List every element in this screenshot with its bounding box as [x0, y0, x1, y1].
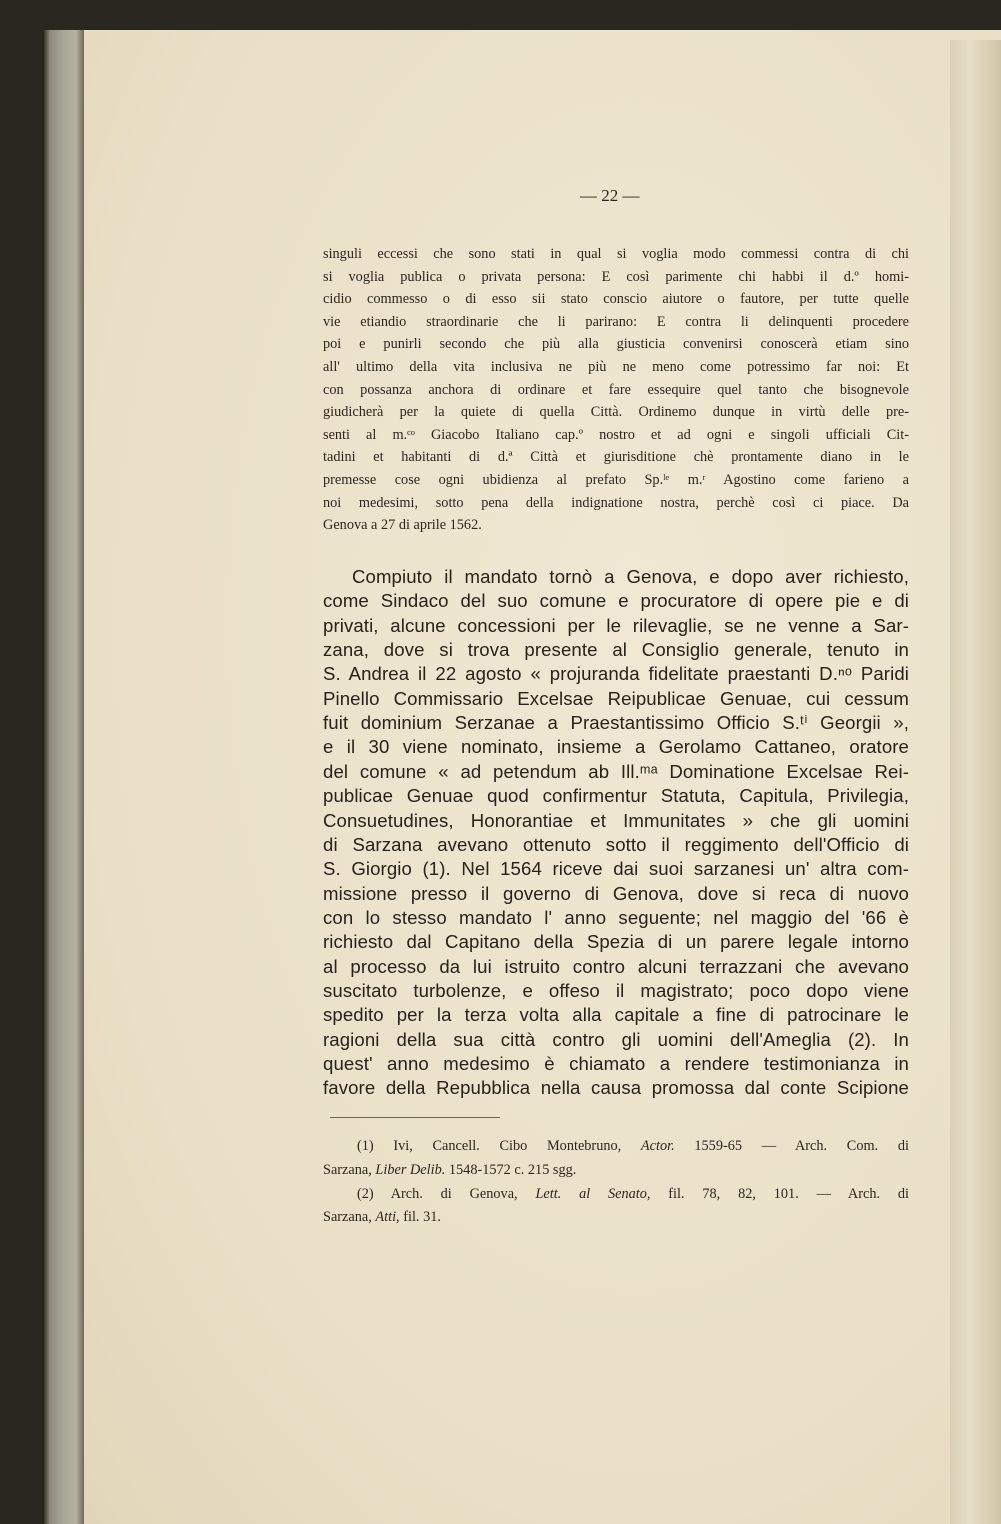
- footnote-citation-italic: Atti,: [375, 1209, 400, 1225]
- footnote-text: 1559-65 — Arch. Com. di: [674, 1138, 909, 1154]
- footnote-line: [323, 1209, 909, 1226]
- body-line: Pinello Commissario Excelsae Reipublicae Genuae, cui cessum: [323, 687, 909, 709]
- body-line: quest' anno medesimo è chiamato a rendere testimonianza in: [323, 1053, 909, 1074]
- body-line: Compiuto il mandato tornò a Genova, e dopo aver richiesto,: [352, 566, 909, 587]
- footnote-citation-italic: Lett. al Senato,: [535, 1186, 651, 1202]
- body-line: Consuetudines, Honorantiae et Immunitates » che gli uomini: [323, 809, 909, 831]
- quote-line: con possanza anchora di ordinare et fare essequire quel tanto che bisognevole: [323, 381, 909, 398]
- footnote-text: fil. 78, 82, 101. — Arch. di: [650, 1186, 909, 1202]
- facing-page-edge: [950, 40, 1001, 1524]
- quote-line: vie etiandio straordinarie che li parirano: E contra li delinquenti procedere: [323, 313, 909, 330]
- quote-line: senti al m.ᶜᵒ Giacobo Italiano cap.º nostro et ad ogni e singoli ufficiali Cit-: [323, 426, 909, 443]
- body-line: di Sarzana avevano ottenuto sotto il reggimento dell'Officio di: [323, 833, 909, 855]
- footnote-text: Sarzana,: [323, 1162, 376, 1178]
- footnote-citation-italic: Liber Delib.: [375, 1162, 446, 1178]
- quote-line: poi e punirli secondo che più alla giusticia convenirsi conoscerà etiam sino: [323, 336, 909, 353]
- footnote-text: fil. 31.: [399, 1209, 441, 1225]
- footnote-text: Sarzana,: [323, 1209, 376, 1225]
- body-line: ragioni della sua città contro gli uomini dell'Ameglia (2). In: [323, 1028, 909, 1050]
- quote-line: tadini et habitanti di d.ª Città et giurisditione chè prontamente diano in le: [323, 449, 909, 466]
- body-line: come Sindaco del suo comune e procuratore di opere pie e di: [323, 590, 909, 612]
- quote-line: Genova a 27 di aprile 1562.: [323, 517, 482, 534]
- body-line: zana, dove si trova presente al Consiglio generale, tenuto in: [323, 639, 909, 661]
- body-line: fuit dominium Serzanae a Praestantissimo Officio S.ᵗⁱ Georgii »,: [323, 712, 909, 734]
- quote-line: all' ultimo della vita inclusiva ne più ne meno come potressimo far noi: Et: [323, 359, 909, 375]
- body-line: publicae Genuae quod confirmentur Statuta, Capitula, Privilegia,: [323, 785, 909, 807]
- quote-line: singuli eccessi che sono stati in qual si voglia modo commessi contra di chi: [323, 246, 909, 262]
- quote-line: cidio commesso o di esso sii stato conscio aiutore o fautore, per tutte quelle: [323, 291, 909, 308]
- book-binding-edge: [44, 30, 84, 1524]
- body-line: spedito per la terza volta alla capitale a fine di patrocinare le: [323, 1004, 909, 1026]
- body-line: suscitato turbolenze, e offeso il magistrato; poco dopo viene: [323, 979, 909, 1001]
- body-line: missione presso il governo di Genova, dove si reca di nuovo: [323, 882, 909, 904]
- body-line: del comune « ad petendum ab Ill.ᵐᵃ Dominatione Excelsae Rei-: [323, 760, 909, 782]
- footnote-line: [357, 1186, 909, 1203]
- quote-line: noi medesimi, sotto pena della indignatione nostra, perchè così ci piace. Da: [323, 494, 909, 511]
- body-line: al processo da lui istruito contro alcuni terrazzani che avevano: [323, 955, 909, 977]
- body-line: richiesto dal Capitano della Spezia di un parere legale intorno: [323, 931, 909, 953]
- footnote-rule: [330, 1117, 500, 1118]
- body-line: S. Andrea il 22 agosto « projuranda fidelitate praestanti D.ⁿᵒ Paridi: [323, 663, 909, 685]
- body-line: S. Giorgio (1). Nel 1564 riceve dai suoi sarzanesi un' altra com-: [323, 858, 909, 880]
- quote-line: giudicherà per la quiete di quella Città. Ordinemo dunque in virtù delle pre-: [323, 404, 909, 421]
- footnote-citation-italic: Actor.: [640, 1138, 675, 1154]
- footnote-text: (1) Ivi, Cancell. Cibo Montebruno,: [357, 1138, 641, 1154]
- footnote-line: [357, 1138, 909, 1155]
- footnote-text: 1548-1572 c. 215 sgg.: [445, 1162, 577, 1178]
- body-line: favore della Repubblica nella causa promossa dal conte Scipione: [323, 1077, 909, 1099]
- body-line: privati, alcune concessioni per le rilevaglie, se ne venne a Sar-: [323, 614, 909, 636]
- page-number: — 22 —: [580, 186, 640, 205]
- body-line: e il 30 viene nominato, insieme a Gerolamo Cattaneo, oratore: [323, 736, 909, 758]
- quote-line: premesse cose ogni ubidienza al prefato Sp.ˡᵉ m.ʳ Agostino come farieno a: [323, 472, 909, 488]
- quote-line: si voglia publica o privata persona: E così parimente chi habbi il d.º homi-: [323, 268, 909, 285]
- body-line: con lo stesso mandato l' anno seguente; nel maggio del '66 è: [323, 906, 909, 928]
- footnote-line: [323, 1162, 909, 1179]
- footnote-text: (2) Arch. di Genova,: [357, 1186, 536, 1202]
